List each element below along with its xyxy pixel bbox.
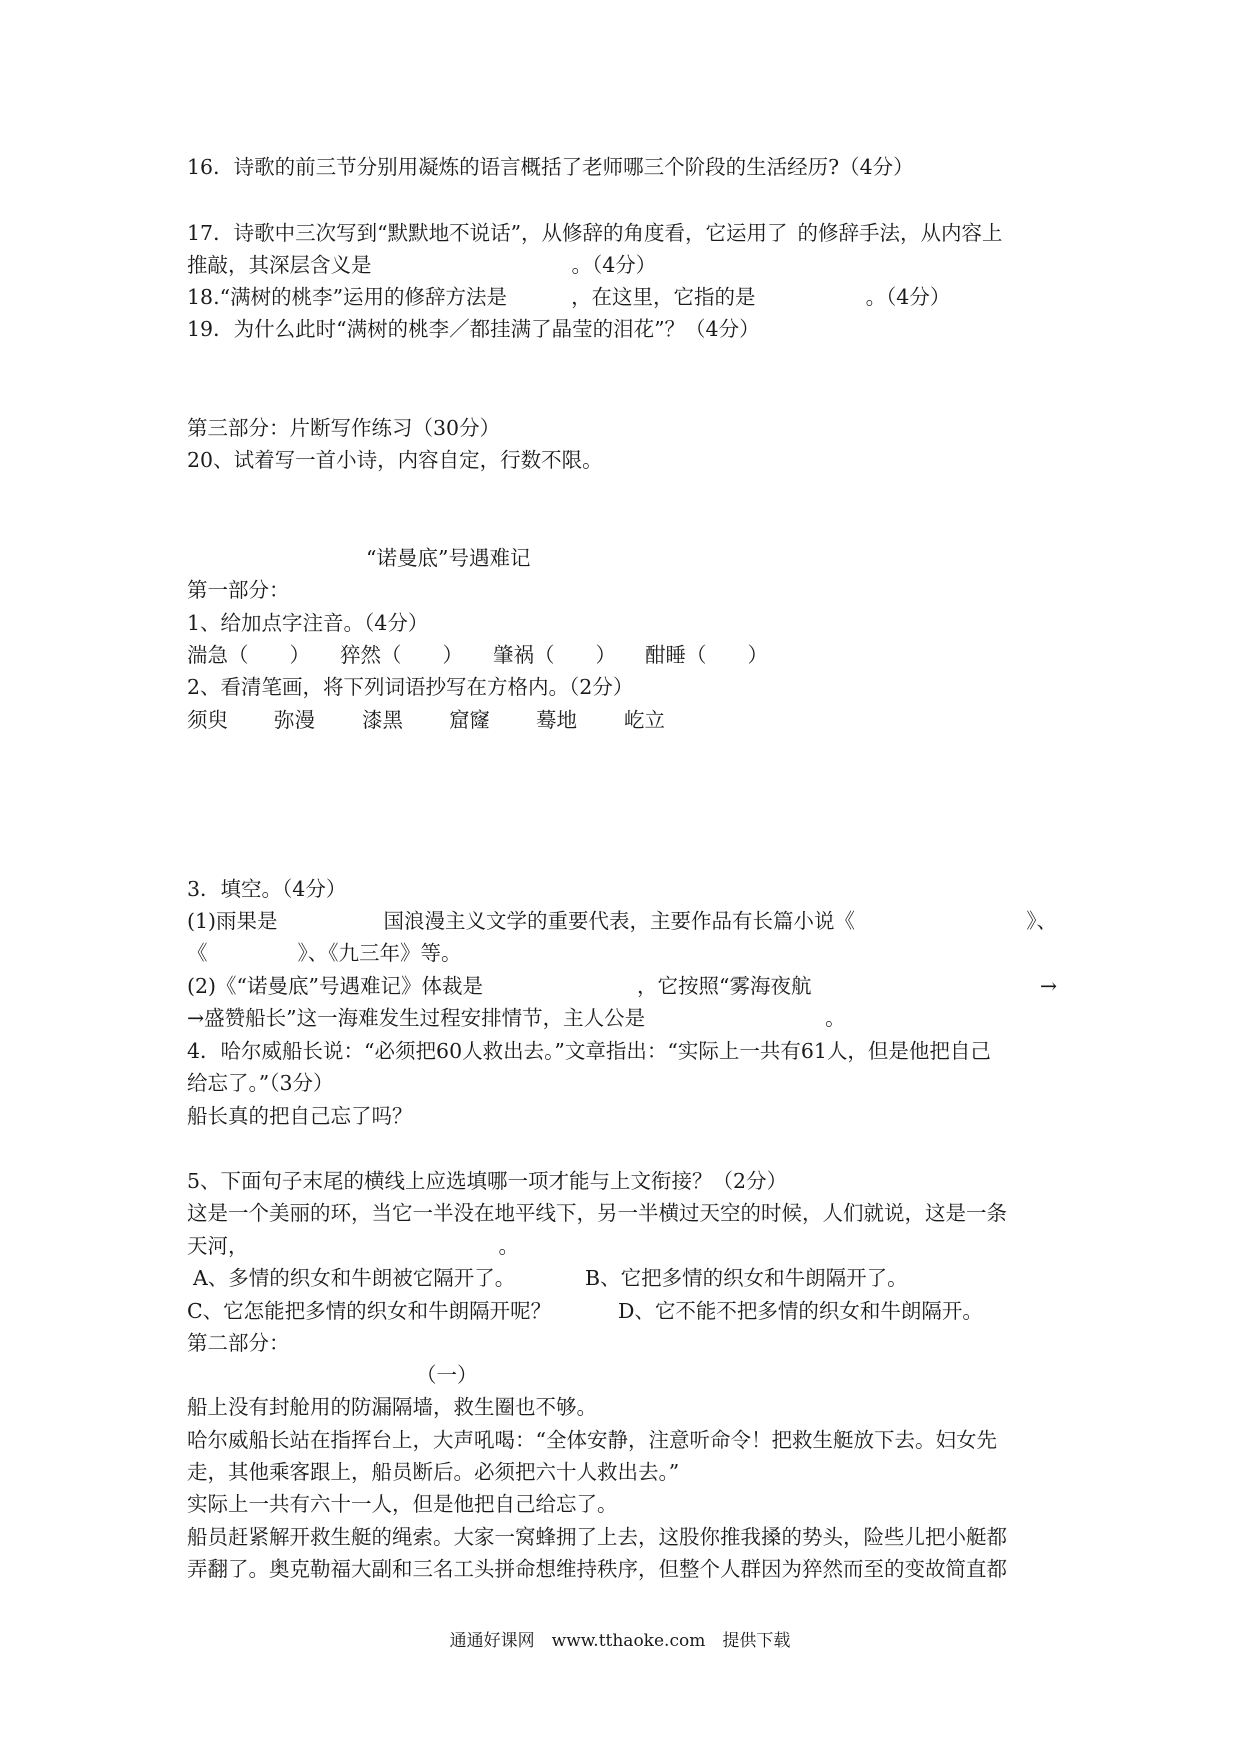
question-5-text-line-2: 天河， 。 — [187, 1234, 519, 1258]
passage-line: 实际上一共有六十一人，但是他把自己给忘了。 — [187, 1492, 618, 1516]
passage-line: 船上没有封舱用的防漏隔墙，救生圈也不够。 — [187, 1395, 597, 1419]
option-d: D、它不能不把多情的织女和牛朗隔开。 — [618, 1299, 983, 1323]
passage-line: 走，其他乘客跟上，船员断后。必须把六十人救出去。” — [187, 1460, 680, 1484]
pinyin-item: 湍急（ ） — [187, 643, 310, 667]
pinyin-item: 酣睡（ ） — [645, 643, 768, 667]
option-b: B、它把多情的织女和牛朗隔开了。 — [585, 1266, 908, 1290]
question-4-line-2: 给忘了。”（3分） — [187, 1071, 334, 1095]
question-1: 1、给加点字注音。（4分） — [187, 611, 429, 635]
question-17-line-1: 17．诗歌中三次写到“默默地不说话”，从修辞的角度看，它运用了 的修辞手法，从内容上 — [187, 221, 1003, 245]
question-2: 2、看清笔画，将下列词语抄写在方格内。（2分） — [187, 675, 634, 699]
passage-line: 弄翻了。奥克勒福大副和三名工头拼命想维持秩序，但整个人群因为猝然而至的变故简直都 — [187, 1557, 1007, 1581]
copy-word: 漆黑 — [362, 708, 403, 732]
question-4-line-1: 4．哈尔威船长说：“必须把60人救出去。”文章指出：“实际上一共有61人，但是他把自己 — [187, 1039, 991, 1063]
part-1-heading: 第一部分： — [187, 578, 290, 602]
copy-word: 窟窿 — [449, 708, 490, 732]
part-2-heading: 第二部分： — [187, 1331, 290, 1355]
question-5-text-line-1: 这是一个美丽的环，当它一半没在地平线下，另一半横过天空的时候，人们就说，这是一条 — [187, 1201, 1007, 1225]
copy-word: 弥漫 — [274, 708, 315, 732]
passage-line: 哈尔威船长站在指挥台上，大声吼喝：“全体安静，注意听命令！把救生艇放下去。妇女先 — [187, 1428, 997, 1452]
question-3: 3．填空。（4分） — [187, 877, 347, 901]
passage-line: 船员赶紧解开救生艇的绳索。大家一窝蜂拥了上去，这股你推我搡的势头，险些儿把小艇都 — [187, 1525, 1007, 1549]
question-3-1-line-1: (1)雨果是 国浪漫主义文学的重要代表，主要作品有长篇小说《 》、 — [187, 909, 1057, 933]
copy-word: 蓦地 — [536, 708, 577, 732]
question-20: 20、试着写一首小诗，内容自定，行数不限。 — [187, 448, 603, 472]
question-18: 18.“满树的桃李”运用的修辞方法是 ，在这里，它指的是 。（4分） — [187, 285, 951, 309]
question-17-line-2: 推敲，其深层含义是 。（4分） — [187, 253, 657, 277]
question-4-line-3: 船长真的把自己忘了吗？ — [187, 1104, 413, 1128]
section-title: “诺曼底”号遇难记 — [366, 546, 531, 570]
copy-word: 须臾 — [187, 708, 228, 732]
question-3-2-line-1: (2)《“诺曼底”号遇难记》体裁是 ，它按照“雾海夜航 → — [187, 974, 1057, 998]
question-19: 19．为什么此时“满树的桃李／都挂满了晶莹的泪花”？（4分） — [187, 317, 760, 341]
option-c: C、它怎能把多情的织女和牛朗隔开呢？ — [187, 1299, 552, 1323]
part-3-heading: 第三部分：片断写作练习（30分） — [187, 416, 501, 440]
question-16: 16．诗歌的前三节分别用凝炼的语言概括了老师哪三个阶段的生活经历?（4分） — [187, 155, 914, 179]
pinyin-item: 猝然（ ） — [340, 643, 463, 667]
page-footer: 通通好课网 www.tthaoke.com 提供下载 — [449, 1631, 791, 1651]
question-5: 5、下面句子末尾的横线上应选填哪一项才能与上文衔接？（2分） — [187, 1169, 788, 1193]
pinyin-item: 肇祸（ ） — [493, 643, 616, 667]
question-3-2-line-2: →盛赞船长”这一海难发生过程安排情节，主人公是 。 — [187, 1006, 846, 1030]
question-3-1-line-2: 《 》、《九三年》等。 — [187, 941, 462, 965]
option-a: A、多情的织女和牛朗被它隔开了。 — [193, 1266, 516, 1290]
copy-word: 屹立 — [624, 708, 665, 732]
passage-label: （一） — [416, 1363, 478, 1387]
